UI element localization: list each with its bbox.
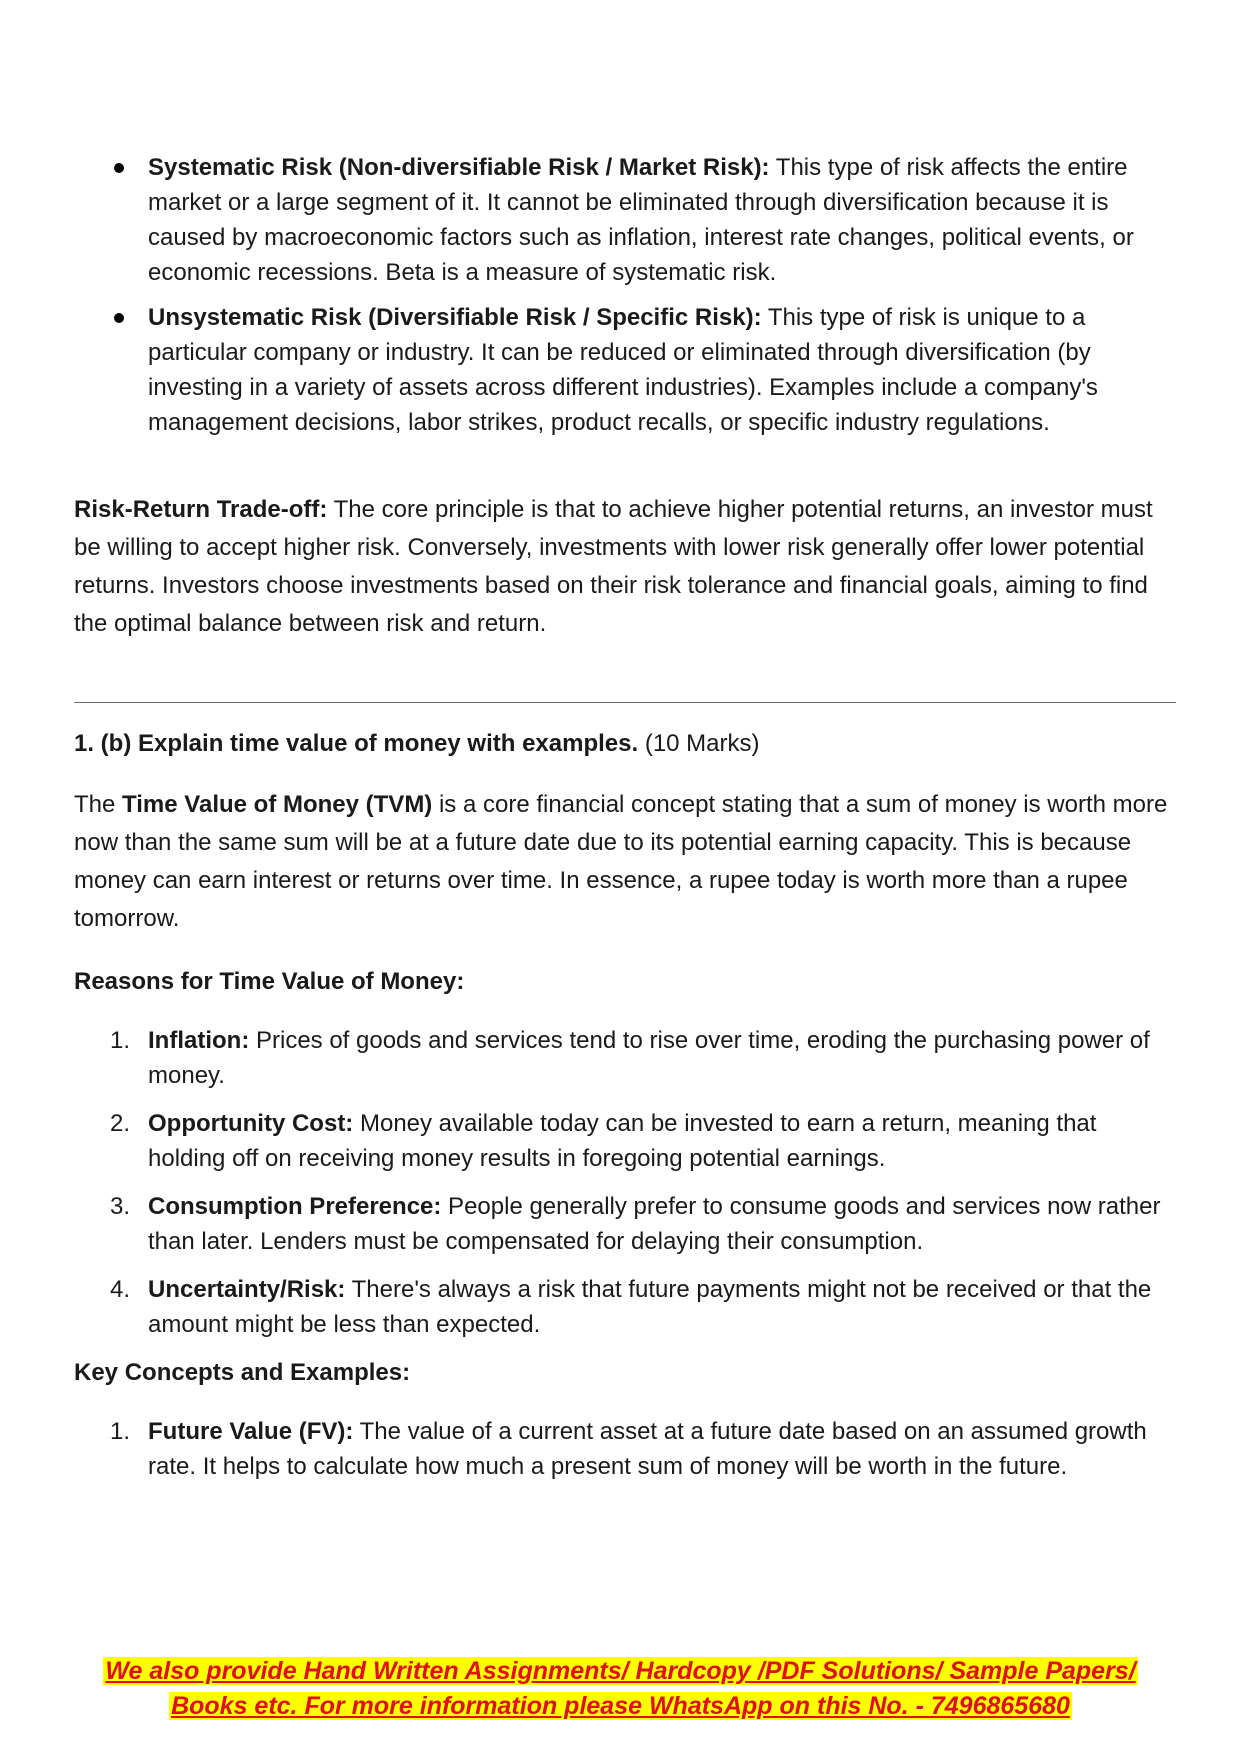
bullet-icon bbox=[114, 313, 124, 323]
reason-description: People generally prefer to consume goods and services now rather than later. Lenders must be compensated for delaying their consumption. bbox=[148, 1193, 1161, 1255]
reason-term: Consumption Preference: bbox=[148, 1193, 442, 1220]
reason-description: Prices of goods and services tend to rise over time, eroding the purchasing power of money. bbox=[148, 1027, 1150, 1089]
concepts-heading: Key Concepts and Examples: bbox=[74, 1359, 411, 1386]
reason-description: There's always a risk that future payments might not be received or that the amount might be less than expected. bbox=[148, 1276, 1152, 1338]
footer-line-2: Books etc. For more information please WhatsApp on this No. - 7496865680 bbox=[171, 1692, 1070, 1720]
list-item bbox=[74, 300, 1174, 440]
tvm-description: is a core financial concept stating that a sum of money is worth more now than the same sum will be at a future date due to its potential earning capacity. This is because money can earn interest or returns over time. In essence, a rupee today is worth more than a rupee tomorrow. bbox=[74, 791, 1168, 932]
list-item: 2. Opportunity Cost: Money available today can be invested to earn a return, meaning that holding off on receiving money results in foregoing potential earnings. bbox=[110, 1110, 1097, 1172]
tvm-intro-paragraph bbox=[74, 786, 1184, 938]
concept-term: Future Value (FV): bbox=[148, 1418, 354, 1445]
question-marks: (10 Marks) bbox=[638, 730, 760, 757]
risk-description: This type of risk affects the entire market or a large segment of it. It cannot be eliminated through diversification because it is caused by macroeconomic factors such as inflation, interest rate changes, political events, or economic recessions. Beta is a measure of systematic risk. bbox=[148, 154, 1134, 286]
list-item: 1. Future Value (FV): The value of a current asset at a future date based on an assumed growth rate. It helps to calculate how much a present sum of money will be worth in the future. bbox=[110, 1418, 1147, 1480]
tradeoff-term: Risk-Return Trade-off: bbox=[74, 496, 328, 523]
reason-description: Money available today can be invested to earn a return, meaning that holding off on receiving money results in foregoing potential earnings. bbox=[148, 1110, 1097, 1172]
reasons-list bbox=[74, 1023, 1174, 1342]
risk-term: Unsystematic Risk (Diversifiable Risk / Specific Risk): bbox=[148, 304, 762, 331]
tradeoff-description: The core principle is that to achieve higher potential returns, an investor must be willing to accept higher risk. Conversely, investments with lower risk generally offer lower potential returns. Investors choose investments based on their risk tolerance and financial goals, aiming to find the optimal balance between risk and return. bbox=[74, 496, 1153, 637]
footer-line-1: We also provide Hand Written Assignments/ Hardcopy /PDF Solutions/ Sample Papers/ bbox=[105, 1657, 1136, 1685]
footer-advert bbox=[60, 1654, 1181, 1724]
reason-term: Inflation: bbox=[148, 1027, 250, 1054]
risk-description: This type of risk is unique to a particular company or industry. It can be reduced or eliminated through diversification (by investing in a variety of assets across different industries). Examples include a company's management decisions, labor strikes, product recalls, or specific industry regulations. bbox=[148, 304, 1098, 436]
concepts-list bbox=[74, 1414, 1174, 1484]
tvm-lead: The bbox=[74, 791, 123, 818]
list-item: 3. Consumption Preference: People generally prefer to consume goods and services now rather than later. Lenders must be compensated for delaying their consumption. bbox=[110, 1193, 1161, 1255]
reasons-heading: Reasons for Time Value of Money: bbox=[74, 968, 465, 995]
section-divider bbox=[74, 702, 1176, 703]
reason-term: Opportunity Cost: bbox=[148, 1110, 354, 1137]
tvm-term: Time Value of Money (TVM) bbox=[122, 791, 433, 818]
risk-types-list bbox=[74, 150, 1174, 440]
question-heading bbox=[74, 725, 1184, 763]
concept-description: The value of a current asset at a future date based on an assumed growth rate. It helps to calculate how much a present sum of money will be worth in the future. bbox=[148, 1418, 1147, 1480]
reason-term: Uncertainty/Risk: bbox=[148, 1276, 346, 1303]
risk-term: Systematic Risk (Non-diversifiable Risk / Market Risk): bbox=[148, 154, 770, 181]
list-item bbox=[74, 150, 1174, 290]
list-item: 1. Inflation: Prices of goods and services tend to rise over time, eroding the purchasing power of money. bbox=[110, 1027, 1150, 1089]
bullet-icon bbox=[114, 163, 124, 173]
tradeoff-paragraph bbox=[74, 491, 1184, 643]
list-item: 4. Uncertainty/Risk: There's always a risk that future payments might not be received or that the amount might be less than expected. bbox=[110, 1276, 1152, 1338]
question-title: 1. (b) Explain time value of money with examples. bbox=[74, 730, 639, 757]
